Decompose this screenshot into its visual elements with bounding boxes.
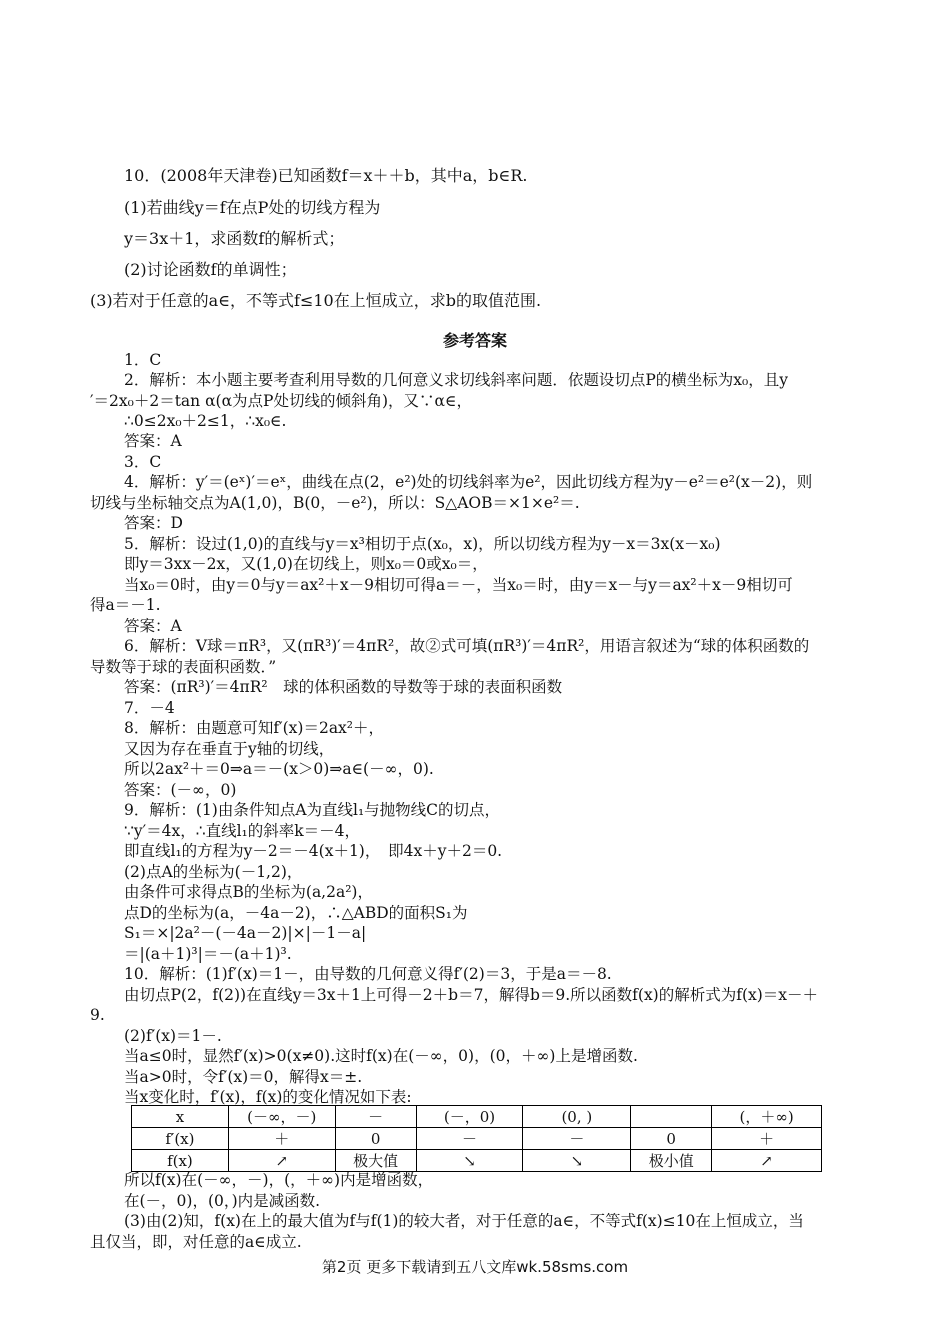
table-cell: ↗	[712, 1150, 822, 1172]
answers-title: 参考答案	[442, 331, 507, 350]
answer-line: 由条件可求得点B的坐标为(a,2a²)，	[124, 883, 373, 901]
table-cell: (－∞，－)	[228, 1106, 335, 1128]
answer-line: (2)点A的坐标为(－1,2)，	[124, 863, 303, 881]
question-line: (3)若对于任意的a∈，不等式f≤10在上恒成立，求b的取值范围.	[90, 291, 542, 310]
variation-table	[131, 1105, 822, 1172]
answer-line: 当a>0时，令f′(x)＝0，解得x＝±.	[124, 1068, 363, 1086]
answer-line: 答案：D	[124, 514, 183, 532]
question-line: (2)讨论函数f的单调性；	[124, 260, 297, 279]
answer-line: 切线与坐标轴交点为A(1,0)，B(0，－e²)，所以：S△AOB＝×1×e²＝.	[90, 494, 580, 512]
answer-line: 6．解析：V球＝πR³，又(πR³)′＝4πR²，故②式可填(πR³)′＝4πR²，用语言叙述为“球的体积函数的	[124, 637, 810, 655]
answer-line: 9．解析：(1)由条件知点A为直线l₁与抛物线C的切点，	[124, 801, 501, 819]
answer-line: 即y＝3xx－2x，又(1,0)在切线上，则x₀＝0或x₀＝，	[124, 555, 488, 573]
answer-line: (2)f′(x)＝1－.	[124, 1027, 222, 1045]
answer-line: S₁＝×|2a²－(－4a－2)|×|－1－a|	[124, 924, 367, 942]
answer-line: (3)由(2)知，f(x)在上的最大值为f与f(1)的较大者，对于任意的a∈，不等式f(x)≤10在上恒成立，当	[124, 1212, 804, 1230]
answer-line: 导数等于球的表面积函数．”	[90, 658, 277, 676]
table-cell: 0	[335, 1128, 416, 1150]
question-line: (1)若曲线y＝f在点P处的切线方程为	[124, 198, 381, 217]
answer-line: 3．C	[124, 453, 162, 471]
answer-line: ′＝2x₀＋2＝tan α(α为点P处切线的倾斜角)，又∵α∈，	[90, 392, 472, 410]
answer-line: 1．C	[124, 351, 162, 369]
table-cell: －	[416, 1128, 523, 1150]
answer-line: 在(－，0)，(0，)内是减函数.	[124, 1192, 321, 1210]
table-cell: －	[335, 1106, 416, 1128]
answer-line: 即直线l₁的方程为y－2＝－4(x＋1)， 即4x＋y＋2＝0.	[124, 842, 503, 860]
answer-line: 7．－4	[124, 699, 175, 717]
table-row	[132, 1150, 822, 1172]
table-cell: 0	[631, 1128, 712, 1150]
answer-line: ∵y′＝4x，∴直线l₁的斜率k＝－4，	[124, 822, 361, 840]
table-cell	[631, 1106, 712, 1128]
answer-line: 8．解析：由题意可知f′(x)＝2ax²＋，	[124, 719, 385, 737]
answer-line: 所以f(x)在(－∞，－)，(，＋∞)内是增函数，	[124, 1171, 434, 1189]
answer-line: 5．解析：设过(1,0)的直线与y＝x³相切于点(x₀，x)，所以切线方程为y－x＝3x(x－x₀)	[124, 535, 721, 553]
answer-line: 答案：(－∞，0)	[124, 781, 237, 799]
answer-line: 当a≤0时，显然f′(x)>0(x≠0).这时f(x)在(－∞，0)，(0，＋∞)上是增函数.	[124, 1047, 638, 1065]
table-cell: (－，0)	[416, 1106, 523, 1128]
table-cell: ＋	[712, 1128, 822, 1150]
table-cell: 极大值	[335, 1150, 416, 1172]
table-cell: －	[523, 1128, 631, 1150]
table-cell: f(x)	[132, 1150, 229, 1172]
table-cell: 极小值	[631, 1150, 712, 1172]
page-footer: 第2页 更多下载请到五八文库wk.58sms.com	[321, 1258, 629, 1276]
table-cell: ↘	[416, 1150, 523, 1172]
answer-line: 4．解析：y′＝(eˣ)′＝eˣ，曲线在点(2，e²)处的切线斜率为e²，因此切线方程为y－e²＝e²(x－2)，则	[124, 473, 813, 491]
table-cell: f′(x)	[132, 1128, 229, 1150]
table-cell: (，＋∞)	[712, 1106, 822, 1128]
answer-line: 点D的坐标为(a，－4a－2)，∴△ABD的面积S₁为	[124, 904, 468, 922]
table-cell: (0, )	[523, 1106, 631, 1128]
answer-line: 答案：A	[124, 617, 182, 635]
answer-line: ∴0≤2x₀＋2≤1，∴x₀∈.	[124, 412, 287, 430]
answer-line: 答案：(πR³)′＝4πR² 球的体积函数的导数等于球的表面积函数	[124, 678, 563, 696]
table-cell: ＋	[228, 1128, 335, 1150]
answer-line: 2．解析：本小题主要考查利用导数的几何意义求切线斜率问题．依题设切点P的横坐标为x₀，且y	[124, 371, 789, 389]
question-line: y＝3x＋1，求函数f的解析式；	[124, 229, 345, 248]
question-line: 10．(2008年天津卷)已知函数f＝x＋＋b，其中a，b∈R.	[124, 166, 528, 185]
answer-line: 当x变化时，f′(x)，f(x)的变化情况如下表:	[124, 1088, 412, 1106]
answer-line: 得a＝－1.	[90, 596, 161, 614]
answer-line: 所以2ax²＋＝0⇒a＝－(x＞0)⇒a∈(－∞，0).	[124, 760, 434, 778]
table-cell: ↗	[228, 1150, 335, 1172]
answer-line: ＝|(a＋1)³|＝－(a＋1)³.	[124, 945, 292, 963]
table-cell: x	[132, 1106, 229, 1128]
answer-line: 又因为存在垂直于y轴的切线，	[124, 740, 335, 758]
table-row	[132, 1128, 822, 1150]
table-row	[132, 1106, 822, 1128]
answer-line: 且仅当，即，对任意的a∈成立.	[90, 1233, 302, 1251]
answer-line: 答案：A	[124, 432, 182, 450]
answer-line: 由切点P(2，f(2))在直线y＝3x＋1上可得－2＋b＝7，解得b＝9.所以函数f(x)的解析式为f(x)＝x－＋	[124, 986, 819, 1004]
answer-line: 9.	[90, 1006, 105, 1024]
table-cell: ↘	[523, 1150, 631, 1172]
answer-line: 当x₀＝0时，由y＝0与y＝ax²＋x－9相切可得a＝－，当x₀＝时，由y＝x－与y＝ax²＋x－9相切可	[124, 576, 793, 594]
answer-line: 10．解析：(1)f′(x)＝1－，由导数的几何意义得f′(2)＝3，于是a＝－8.	[124, 965, 612, 983]
